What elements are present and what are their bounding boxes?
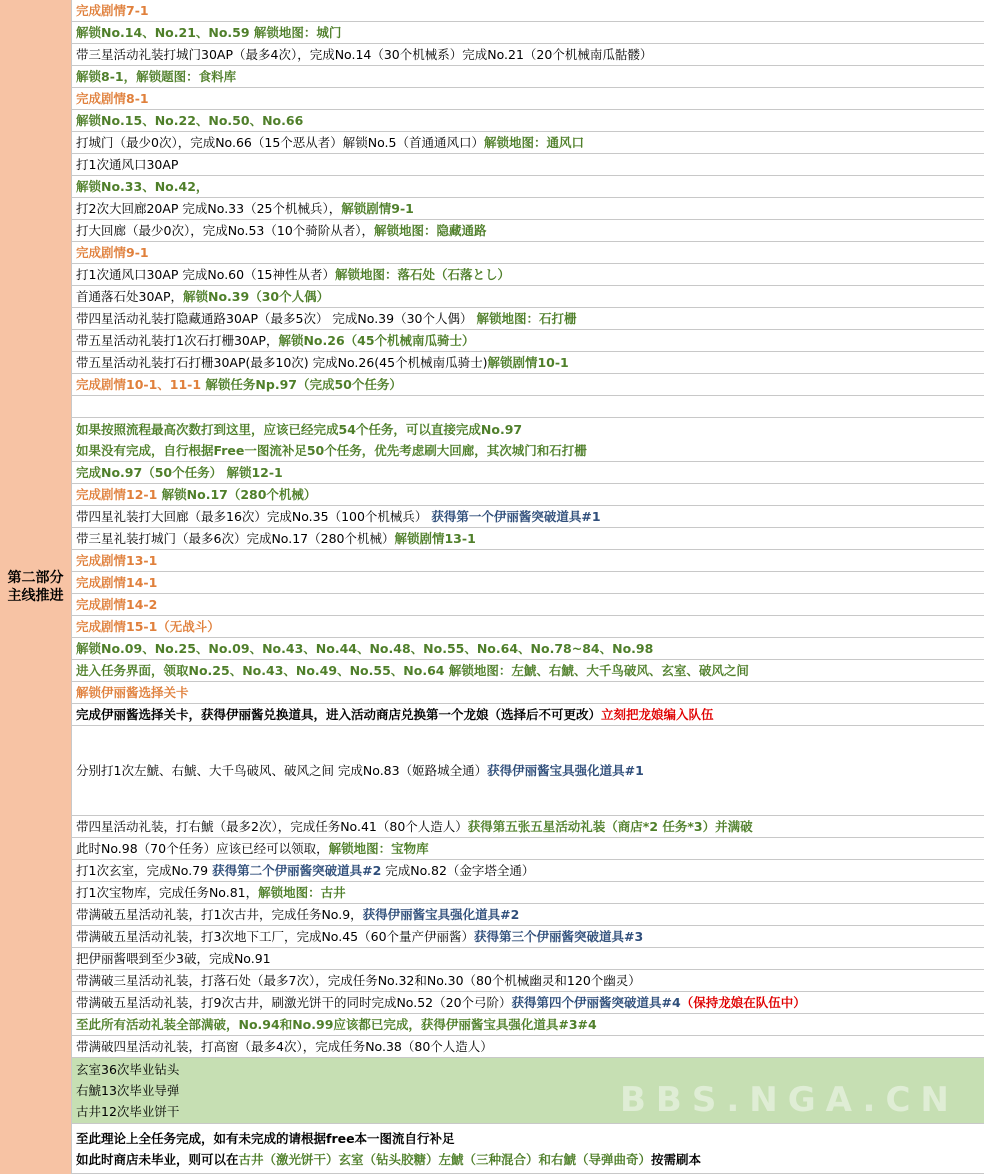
step-row xyxy=(72,660,984,682)
step-line xyxy=(76,638,984,659)
step-line xyxy=(76,1036,984,1057)
step-text: 解锁No.09、No.25、No.09、No.43、No.44、No.48、No.55、No.64、No.78~84、No.98 xyxy=(76,641,654,656)
step-text: 带三星礼装打城门（最多6次）完成No.17（280个机械） xyxy=(76,531,395,546)
step-row xyxy=(72,352,984,374)
step-text: 打1次宝物库，完成任务No.81， xyxy=(76,885,259,900)
step-row xyxy=(72,860,984,882)
step-row xyxy=(72,1014,984,1036)
step-text: 立刻把龙娘编入队伍 xyxy=(601,707,714,722)
step-row xyxy=(72,948,984,970)
step-text: 按需刷本 xyxy=(651,1151,702,1167)
step-row xyxy=(72,926,984,948)
step-line xyxy=(76,506,984,527)
step-row xyxy=(72,242,984,264)
step-text: 解锁地图：石打栅 xyxy=(476,311,577,326)
step-line xyxy=(76,838,984,859)
step-text: 分别打1次左鯱、右鯱、大千鸟破风、破风之间 完成No.83（姬路城全通） xyxy=(76,763,488,778)
step-text: 带四星活动礼装，打右鯱（最多2次），完成任务No.41（80个人造人） xyxy=(76,819,468,834)
step-text: 解锁No.15、No.22、No.50、No.66 xyxy=(76,113,304,128)
step-text: 解锁任务Np.97（完成50个任务） xyxy=(205,377,402,392)
step-text: 完成剧情14-2 xyxy=(76,597,158,612)
step-text: 完成剧情15-1（无战斗） xyxy=(76,619,220,634)
step-line xyxy=(76,904,984,925)
step-line xyxy=(76,462,984,483)
step-row xyxy=(72,66,984,88)
step-text: 此时No.98（70个任务）应该已经可以领取， xyxy=(76,841,329,856)
step-line xyxy=(76,0,984,21)
step-row xyxy=(72,462,984,484)
step-line xyxy=(76,550,984,571)
step-text: 获得第一个伊丽酱突破道具#1 xyxy=(431,509,601,524)
step-text: 打1次通风口30AP xyxy=(76,157,179,172)
step-text: 带满破四星活动礼装，打高窗（最多4次），完成任务No.38（80个人造人） xyxy=(76,1039,493,1054)
step-row xyxy=(72,110,984,132)
step-text: 带四星活动礼装打隐藏通路30AP（最多5次） 完成No.39（30个人偶） xyxy=(76,311,477,326)
step-line xyxy=(76,970,984,991)
step-line xyxy=(76,88,984,109)
step-text: 解锁剧情10-1 xyxy=(487,355,569,370)
step-text: 解锁No.17（280个机械） xyxy=(161,487,317,502)
step-row xyxy=(72,594,984,616)
step-row xyxy=(72,1124,984,1174)
step-line xyxy=(76,572,984,593)
step-row xyxy=(72,704,984,726)
step-line xyxy=(76,926,984,947)
step-text: 解锁地图：隐藏通路 xyxy=(374,223,487,238)
step-text: 解锁剧情9-1 xyxy=(341,201,414,216)
step-line xyxy=(76,110,984,131)
step-row xyxy=(72,1036,984,1058)
step-text: 右鯱13次毕业导弹 xyxy=(76,1083,180,1098)
step-text: 进入任务界面，领取No.25、No.43、No.49、No.55、No.64 解锁地图：左鯱、右鯱、大千鸟破风、玄室、破风之间 xyxy=(76,663,749,678)
step-row xyxy=(72,882,984,904)
step-line xyxy=(76,198,984,219)
step-text: 解锁伊丽酱选择关卡 xyxy=(76,685,189,700)
step-text: 打1次通风口30AP 完成No.60（15神性从者） xyxy=(76,267,335,282)
step-row xyxy=(72,816,984,838)
step-text: 带三星活动礼装打城门30AP（最多4次），完成No.14（30个机械系）完成No.21（20个机械南瓜骷髅） xyxy=(76,47,653,62)
step-text: 获得伊丽酱宝具强化道具#1 xyxy=(487,763,644,778)
step-line xyxy=(76,22,984,43)
step-line xyxy=(76,992,984,1013)
step-text: 带满破五星活动礼装，打1次古井，完成任务No.9， xyxy=(76,907,363,922)
step-line xyxy=(76,330,984,351)
step-text: 获得伊丽酱宝具强化道具#2 xyxy=(362,907,520,922)
step-line xyxy=(76,682,984,703)
step-text: 古井12次毕业饼干 xyxy=(76,1104,180,1119)
step-text: 至此理论上全任务完成，如有未完成的请根据free本一图流自行补足 xyxy=(76,1130,455,1146)
step-row xyxy=(72,838,984,860)
step-text: 完成剧情8-1 xyxy=(76,91,149,106)
step-row xyxy=(72,726,984,816)
step-row xyxy=(72,132,984,154)
step-line xyxy=(76,374,984,395)
step-text: 解锁剧情13-1 xyxy=(394,531,476,546)
step-line xyxy=(76,1014,984,1035)
step-row xyxy=(72,198,984,220)
step-line xyxy=(76,528,984,549)
step-text: 带满破五星活动礼装，打3次地下工厂，完成No.45（60个量产伊丽酱） xyxy=(76,929,475,944)
step-line xyxy=(76,308,984,329)
step-line xyxy=(76,419,984,440)
step-line xyxy=(76,264,984,285)
step-line xyxy=(76,220,984,241)
step-text: 完成剧情10-1、11-1 xyxy=(76,377,206,392)
step-row xyxy=(72,374,984,396)
step-row xyxy=(72,330,984,352)
section-label: 第二部分 主线推进 xyxy=(7,570,64,604)
step-line xyxy=(76,660,984,681)
step-text: 打2次大回廊20AP 完成No.33（25个机械兵）， xyxy=(76,201,342,216)
step-text: 获得第三个伊丽酱突破道具#3 xyxy=(474,929,644,944)
step-text: 获得第二个伊丽酱突破道具#2 xyxy=(212,863,382,878)
step-text: 把伊丽酱喂到至少3破，完成No.91 xyxy=(76,951,271,966)
step-text: 带五星活动礼装打1次石打栅30AP， xyxy=(76,333,279,348)
step-text: 解锁地图：通风口 xyxy=(483,135,584,150)
step-row xyxy=(72,638,984,660)
step-line xyxy=(76,1128,984,1149)
step-text: 完成No.82（金字塔全通） xyxy=(381,863,535,878)
step-text: 至此所有活动礼装全部满破，No.94和No.99应该都已完成，获得伊丽酱宝具强化道具#3#4 xyxy=(76,1017,597,1032)
step-row xyxy=(72,264,984,286)
step-row xyxy=(72,418,984,462)
step-text: 玄室36次毕业钻头 xyxy=(76,1062,180,1077)
step-text: 解锁8-1，解锁题图：食料库 xyxy=(76,69,237,84)
step-text: 获得第四个伊丽酱突破道具#4 xyxy=(511,995,681,1010)
step-line xyxy=(76,440,984,461)
step-line xyxy=(76,616,984,637)
step-row xyxy=(72,396,984,418)
step-line xyxy=(76,760,984,781)
step-row xyxy=(72,220,984,242)
step-text: 解锁No.33、No.42， xyxy=(76,179,209,194)
step-row xyxy=(72,904,984,926)
step-text: 首通落石处30AP， xyxy=(76,289,183,304)
step-row xyxy=(72,550,984,572)
step-text: 带五星活动礼装打石打栅30AP(最多10次) 完成No.26(45个机械南瓜骑士) xyxy=(76,355,488,370)
step-row xyxy=(72,682,984,704)
step-text: 获得第五张五星活动礼装（商店*2 任务*3）并满破 xyxy=(467,819,753,834)
step-row xyxy=(72,616,984,638)
step-text: 完成No.97（50个任务） 解锁12-1 xyxy=(76,465,283,480)
step-text: 完成伊丽酱选择关卡，获得伊丽酱兑换道具，进入活动商店兑换第一个龙娘（选择后不可更改） xyxy=(76,707,602,722)
step-row xyxy=(72,506,984,528)
step-row xyxy=(72,176,984,198)
step-line xyxy=(76,484,984,505)
step-text: 如果没有完成，自行根据Free一图流补足50个任务，优先考虑刷大回廊，其次城门和石打栅 xyxy=(76,442,587,458)
watermark: BBS.NGA.CN xyxy=(620,1080,959,1120)
step-row xyxy=(72,484,984,506)
step-line xyxy=(76,132,984,153)
step-text: 打大回廊（最少0次），完成No.53（10个骑阶从者）， xyxy=(76,223,375,238)
step-text: 如此时商店未毕业，则可以在 xyxy=(76,1151,239,1167)
step-row xyxy=(72,154,984,176)
step-text: 完成剧情9-1 xyxy=(76,245,149,260)
step-line xyxy=(76,154,984,175)
step-line xyxy=(76,44,984,65)
step-row xyxy=(72,528,984,550)
step-line xyxy=(76,176,984,197)
step-row xyxy=(72,572,984,594)
step-text: 完成剧情7-1 xyxy=(76,3,149,18)
step-row xyxy=(72,992,984,1014)
step-text: 解锁地图：宝物库 xyxy=(328,841,429,856)
step-line xyxy=(76,242,984,263)
step-line xyxy=(76,948,984,969)
step-text: 解锁No.26（45个机械南瓜骑士） xyxy=(278,333,475,348)
step-row xyxy=(72,0,984,22)
step-text: 如果按照流程最高次数打到这里，应该已经完成54个任务，可以直接完成No.97 xyxy=(76,421,523,437)
step-text: 带满破三星活动礼装，打落石处（最多7次），完成任务No.32和No.30（80个机械幽灵和120个幽灵） xyxy=(76,973,641,988)
step-text: 带满破五星活动礼装，打9次古井，刷激光饼干的同时完成No.52（20个弓阶） xyxy=(76,995,512,1010)
step-text: （保持龙娘在队伍中） xyxy=(680,995,806,1010)
step-row xyxy=(72,44,984,66)
step-text: 解锁No.39（30个人偶） xyxy=(183,289,330,304)
step-row xyxy=(72,970,984,992)
step-line xyxy=(76,352,984,373)
step-text: 完成剧情14-1 xyxy=(76,575,158,590)
step-text: 完成剧情12-1 xyxy=(76,487,162,502)
step-row xyxy=(72,88,984,110)
step-text: 打1次玄室，完成No.79 xyxy=(76,863,213,878)
step-text: 打城门（最少0次），完成No.66（15个恶从者）解锁No.5（首通通风口） xyxy=(76,135,484,150)
step-text: 解锁地图：古井 xyxy=(258,885,346,900)
step-row xyxy=(72,22,984,44)
step-line xyxy=(76,704,984,725)
step-line xyxy=(76,860,984,881)
step-line xyxy=(76,1059,984,1080)
step-row xyxy=(72,308,984,330)
step-line xyxy=(76,286,984,307)
section-label-cell xyxy=(0,0,72,1174)
step-text: 解锁地图：落石处（石落とし） xyxy=(335,267,511,282)
step-text: 解锁No.14、No.21、No.59 解锁地图：城门 xyxy=(76,25,342,40)
step-line xyxy=(76,66,984,87)
step-line xyxy=(76,816,984,837)
step-text: 古井（激光饼干）玄室（钻头胶糖）左鯱（三种混合）和右鯱（导弹曲奇） xyxy=(238,1151,652,1167)
step-text: 带四星礼装打大回廊（最多16次）完成No.35（100个机械兵） xyxy=(76,509,432,524)
step-line xyxy=(76,1149,984,1170)
step-row xyxy=(72,286,984,308)
step-text: 完成剧情13-1 xyxy=(76,553,158,568)
step-line xyxy=(76,594,984,615)
step-line xyxy=(76,882,984,903)
